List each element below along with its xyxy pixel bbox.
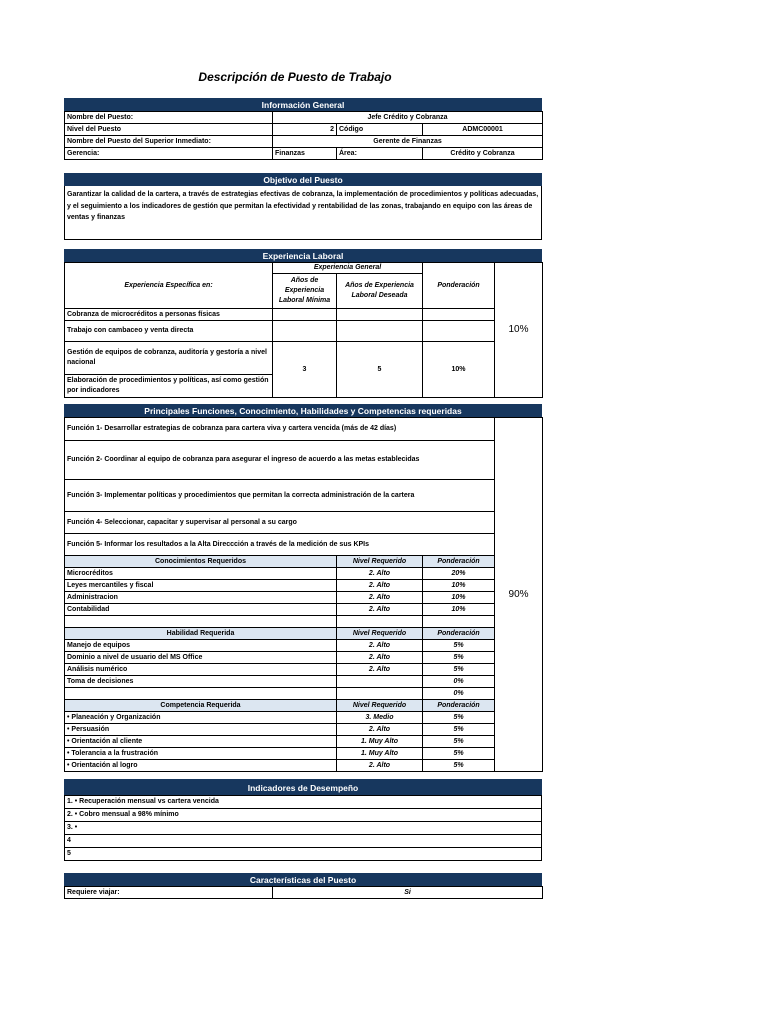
table-row [65, 712, 543, 724]
blank-cell [423, 616, 495, 628]
exp-row-3: Gestión de equipos de cobranza, auditoría y gestoría a nivel nacional [65, 342, 273, 375]
conocimientos-nivel-header: Nivel Requerido [337, 556, 423, 568]
conocimiento-name: Leyes mercantiles y fiscal [65, 580, 337, 592]
indicadores-header: Indicadores de Desempeño [64, 779, 542, 795]
funciones-total: 90% [495, 418, 543, 772]
indicadores-section [64, 779, 542, 861]
exp-row-2-min [273, 321, 337, 342]
info-general-header: Información General [64, 98, 542, 111]
table-row [65, 748, 543, 760]
habilidad-header: Habilidad Requerida [65, 628, 337, 640]
area-label: Área: [337, 148, 423, 160]
habilidad-nivel: 2. Alto [337, 664, 423, 676]
indicador-1: 1. • Recuperación mensual vs cartera vencida [65, 796, 542, 809]
codigo-label: Código [337, 124, 423, 136]
caracteristicas-header: Características del Puesto [64, 873, 542, 886]
habilidad-name: Toma de decisiones [65, 676, 337, 688]
exp-ponderacion-value: 10% [423, 342, 495, 398]
funciones-table [64, 417, 543, 772]
viajar-label: Requiere viajar: [65, 887, 273, 899]
competencia-name: • Planeación y Organización [65, 712, 337, 724]
habilidad-nivel [337, 676, 423, 688]
habilidad-name: Manejo de equipos [65, 640, 337, 652]
competencia-pond: 5% [423, 748, 495, 760]
funcion-4: Función 4- Seleccionar, capacitar y supervisar al personal a su cargo [65, 512, 495, 534]
conocimientos-pond-header: Ponderación [423, 556, 495, 568]
habilidad-nivel: 2. Alto [337, 652, 423, 664]
habilidad-pond: 5% [423, 640, 495, 652]
indicador-5: 5 [65, 848, 542, 861]
exp-row-1-des [337, 309, 423, 321]
habilidad-pond: 0% [423, 688, 495, 700]
puesto-label: Nombre del Puesto: [65, 112, 273, 124]
conocimiento-nivel: 2. Alto [337, 604, 423, 616]
blank-cell [337, 616, 423, 628]
indicador-3: 3. • [65, 822, 542, 835]
habilidad-name [65, 688, 337, 700]
caracteristicas-table [64, 886, 543, 899]
competencia-nivel: 2. Alto [337, 760, 423, 772]
habilidad-nivel-header: Nivel Requerido [337, 628, 423, 640]
experiencia-section [64, 249, 542, 398]
conocimientos-header: Conocimientos Requeridos [65, 556, 337, 568]
table-row [65, 604, 543, 616]
competencia-header: Competencia Requerida [65, 700, 337, 712]
col-deseada: Años de Experiencia Laboral Deseada [337, 274, 423, 309]
gerencia-value: Finanzas [273, 148, 337, 160]
exp-row-2-pond [423, 321, 495, 342]
list-item [65, 835, 542, 848]
conocimiento-nivel: 2. Alto [337, 580, 423, 592]
exp-deseada-value: 5 [337, 342, 423, 398]
table-row [65, 652, 543, 664]
competencia-nivel-header: Nivel Requerido [337, 700, 423, 712]
conocimiento-pond: 10% [423, 604, 495, 616]
competencia-name: • Orientación al cliente [65, 736, 337, 748]
competencia-pond: 5% [423, 736, 495, 748]
conocimiento-pond: 20% [423, 568, 495, 580]
exp-minima-value: 3 [273, 342, 337, 398]
habilidad-pond: 5% [423, 652, 495, 664]
competencia-name: • Persuasión [65, 724, 337, 736]
objetivo-text: Garantizar la calidad de la cartera, a través de estrategias efectivas de cobranza, la implementación de procedimientos y políticas adecuadas, y el seguimiento a los indicadores de gestión que permitan la efectividad y rentabilidad de las zonas, trabajando en equipo con las áreas de ventas y finanzas [64, 186, 542, 240]
habilidad-pond-header: Ponderación [423, 628, 495, 640]
table-row [65, 568, 543, 580]
competencia-nivel: 1. Muy Alto [337, 748, 423, 760]
gerencia-label: Gerencia: [65, 148, 273, 160]
competencia-name: • Orientación al logro [65, 760, 337, 772]
exp-row-1-min [273, 309, 337, 321]
competencia-nivel: 2. Alto [337, 724, 423, 736]
info-general-table [64, 111, 543, 160]
indicadores-table [64, 795, 542, 861]
conocimiento-name: Contabilidad [65, 604, 337, 616]
exp-row-4: Elaboración de procedimientos y políticas, así como gestión por indicadores [65, 375, 273, 398]
list-item [65, 809, 542, 822]
col-minima: Años de Experiencia Laboral Mínima [273, 274, 337, 309]
list-item [65, 796, 542, 809]
experiencia-total: 10% [495, 263, 543, 398]
competencia-pond: 5% [423, 712, 495, 724]
table-row [65, 688, 543, 700]
conocimiento-nivel: 2. Alto [337, 568, 423, 580]
habilidad-name: Análisis numérico [65, 664, 337, 676]
habilidad-nivel [337, 688, 423, 700]
conocimiento-name: Microcréditos [65, 568, 337, 580]
funciones-header: Principales Funciones, Conocimiento, Habilidades y Competencias requeridas [64, 404, 542, 417]
competencia-nivel: 1. Muy Alto [337, 736, 423, 748]
habilidad-name: Dominio a nivel de usuario del MS Office [65, 652, 337, 664]
conocimiento-pond: 10% [423, 580, 495, 592]
list-item [65, 848, 542, 861]
blank-row [65, 616, 337, 628]
table-row [65, 724, 543, 736]
habilidad-pond: 5% [423, 664, 495, 676]
col-general: Experiencia General [273, 263, 423, 274]
conocimiento-name: Administracion [65, 592, 337, 604]
competencia-pond: 5% [423, 760, 495, 772]
funcion-1: Función 1- Desarrollar estrategias de cobranza para cartera viva y cartera vencida (más de 42 días) [65, 418, 495, 441]
conocimiento-pond: 10% [423, 592, 495, 604]
codigo-value: ADMC00001 [423, 124, 543, 136]
indicador-2: 2. • Cobro mensual a 98% mínimo [65, 809, 542, 822]
exp-row-1-pond [423, 309, 495, 321]
caracteristicas-section [64, 873, 542, 899]
exp-row-1: Cobranza de microcréditos a personas físicas [65, 309, 273, 321]
habilidad-pond: 0% [423, 676, 495, 688]
competencia-name: • Tolerancia a la frustración [65, 748, 337, 760]
funcion-3: Función 3- Implementar políticas y procedimientos que permitan la correcta administración de la cartera [65, 480, 495, 512]
area-value: Crédito y Cobranza [423, 148, 543, 160]
table-row [65, 580, 543, 592]
exp-row-2-des [337, 321, 423, 342]
nivel-value: 2 [273, 124, 337, 136]
experiencia-header: Experiencia Laboral [64, 249, 542, 262]
col-ponderacion: Ponderación [423, 263, 495, 309]
table-row [65, 676, 543, 688]
col-especifica: Experiencia Específica en: [65, 263, 273, 309]
objetivo-header: Objetivo del Puesto [64, 173, 542, 186]
conocimiento-nivel: 2. Alto [337, 592, 423, 604]
list-item [65, 822, 542, 835]
table-row [65, 592, 543, 604]
competencia-nivel: 3. Medio [337, 712, 423, 724]
document-title: Descripción de Puesto de Trabajo [198, 70, 392, 84]
competencia-pond-header: Ponderación [423, 700, 495, 712]
habilidad-nivel: 2. Alto [337, 640, 423, 652]
viajar-value: Si [273, 887, 543, 899]
funcion-2: Función 2- Coordinar al equipo de cobranza para asegurar el ingreso de acuerdo a las metas establecidas [65, 441, 495, 480]
indicador-4: 4 [65, 835, 542, 848]
table-row [65, 664, 543, 676]
nivel-label: Nivel del Puesto [65, 124, 273, 136]
competencia-pond: 5% [423, 724, 495, 736]
funcion-5: Función 5- Informar los resultados a la Alta Direccción a través de la medición de sus KPIs [65, 534, 495, 556]
table-row [65, 760, 543, 772]
table-row [65, 736, 543, 748]
superior-label: Nombre del Puesto del Superior Inmediato: [65, 136, 273, 148]
objetivo-section [64, 173, 542, 240]
info-general-section [64, 98, 542, 160]
funciones-section [64, 404, 542, 772]
table-row [65, 640, 543, 652]
puesto-value: Jefe Crédito y Cobranza [273, 112, 543, 124]
exp-row-2: Trabajo con cambaceo y venta directa [65, 321, 273, 342]
superior-value: Gerente de Finanzas [273, 136, 543, 148]
experiencia-table [64, 262, 543, 398]
